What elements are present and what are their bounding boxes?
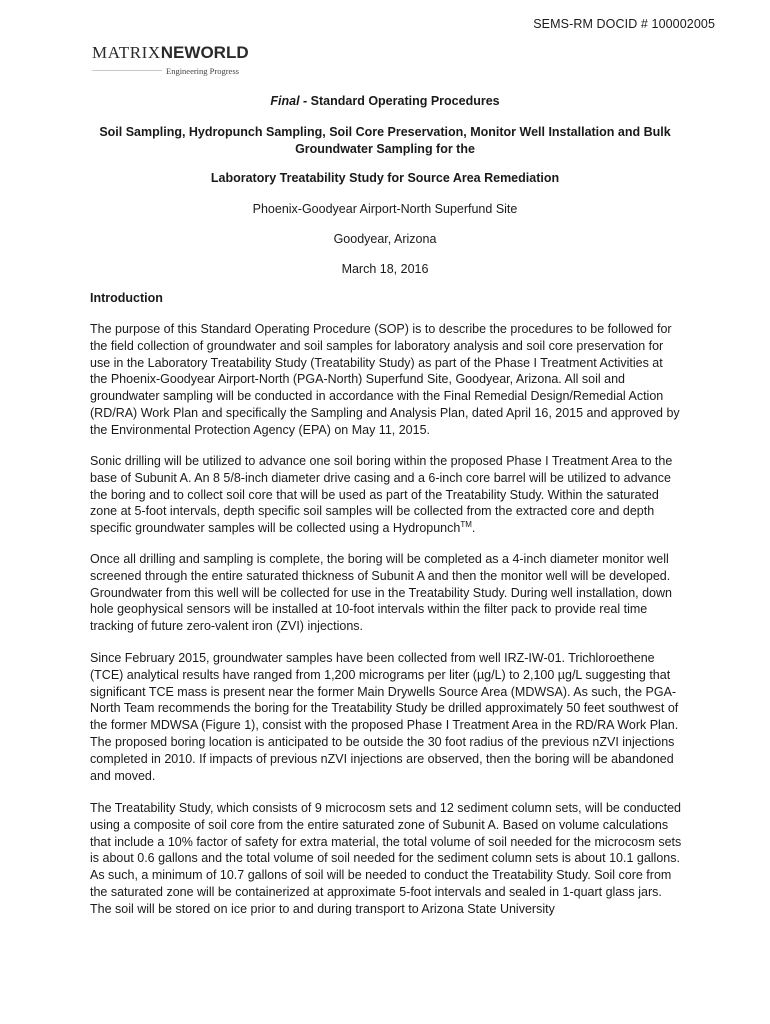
logo-word-light: MATRIX	[92, 43, 161, 62]
site-location: Goodyear, Arizona	[333, 232, 437, 246]
section-heading-introduction: Introduction	[90, 291, 163, 305]
paragraph-sonic-drilling-text: Sonic drilling will be utilized to advance one soil boring within the proposed Phase I Treatment Area to the base of Subunit A. An 8 5/8-inch diameter drive casing and a 6-inch core barrel will be utilized to advance the boring and to collect soil core that will be used as part of the Treatability Study. Within the saturated zone at 5-foot intervals, depth specific soil samples will be collected from the extracted core and depth specific groundwater samples will be collected using a Hydropunch	[90, 454, 673, 536]
document-subtitle: Laboratory Treatability Study for Source Area Remediation	[210, 171, 560, 185]
sop-label: - Standard Operating Procedures	[299, 94, 500, 108]
final-label: Final	[270, 94, 300, 108]
document-id: SEMS-RM DOCID # 100002005	[533, 17, 715, 31]
paragraph-sonic-drilling	[90, 453, 682, 537]
logo-rule	[92, 70, 162, 71]
logo-tagline: Engineering Progress	[166, 66, 239, 76]
company-logo	[92, 43, 262, 76]
document-status-line	[90, 94, 680, 108]
document-title: Soil Sampling, Hydropunch Sampling, Soil Core Preservation, Monitor Well Installation and Bulk Groundwater Sampling for the	[99, 125, 671, 156]
trademark-mark: TM	[460, 520, 472, 530]
logo-word-bold: NEWORLD	[160, 43, 249, 62]
paragraph-purpose: The purpose of this Standard Operating Procedure (SOP) is to describe the procedures to be followed for the field collection of groundwater and soil samples for laboratory analysis and soil core preservation for use in the Laboratory Treatability Study (Treatability Study) as part of the Phase I Treatment Activities at the Phoenix-Goodyear Airport-North (PGA-North) Superfund Site, Goodyear, Arizona. All soil and groundwater sampling will be conducted in accordance with the Final Remedial Design/Remedial Action (RD/RA) Work Plan and specifically the Sampling and Analysis Plan, dated April 16, 2015 and approved by the Environmental Protection Agency (EPA) on May 11, 2015.	[90, 322, 680, 437]
paragraph-sonic-drilling-end: .	[471, 521, 476, 536]
paragraph-groundwater-history: Since February 2015, groundwater samples have been collected from well IRZ-IW-01. Trichloroethene (TCE) analytical results have ranged from 1,200 micrograms per liter (µg/L) to 2,100 µg/L suggesting that significant TCE mass is present near the former Main Drywells Source Area (MDWSA). As such, the PGA-North Team recommends the boring for the Treatability Study be drilled approximately 50 feet southwest of the former MDWSA (Figure 1), consist with the proposed Phase I Treatment Area in the RD/RA Work Plan. The proposed boring location is anticipated to be outside the 30 foot radius of the previous nZVI injections completed in 2010. If impacts of previous nZVI injections are observed, then the boring will be abandoned and moved.	[90, 651, 679, 783]
site-name: Phoenix-Goodyear Airport-North Superfund Site	[252, 202, 518, 216]
paragraph-monitor-well: Once all drilling and sampling is complete, the boring will be completed as a 4-inch diameter monitor well screened through the entire saturated thickness of Subunit A and then the monitor well will be developed. Groundwater from this well will be collected for use in the Treatability Study. During well installation, down hole geophysical sensors will be installed at 10-foot intervals within the filter pack to provide real time tracking of future zero-valent iron (ZVI) injections.	[90, 552, 672, 634]
document-date: March 18, 2016	[341, 262, 429, 276]
logo-wordmark	[92, 43, 262, 63]
paragraph-treatability-study: The Treatability Study, which consists of 9 microcosm sets and 12 sediment column sets, will be conducted using a composite of soil core from the entire saturated zone of Subunit A. Based on volume calculations that include a 10% factor of safety for extra material, the total volume of soil needed for the microcosm sets is about 0.6 gallons and the total volume of soil needed for the sediment column sets is about 10.1 gallons. As such, a minimum of 10.7 gallons of soil will be needed to conduct the Treatability Study. Soil core from the saturated zone will be containerized at approximate 5-foot intervals and sealed in 1-quart glass jars. The soil will be stored on ice prior to and during transport to Arizona State University	[90, 801, 682, 916]
